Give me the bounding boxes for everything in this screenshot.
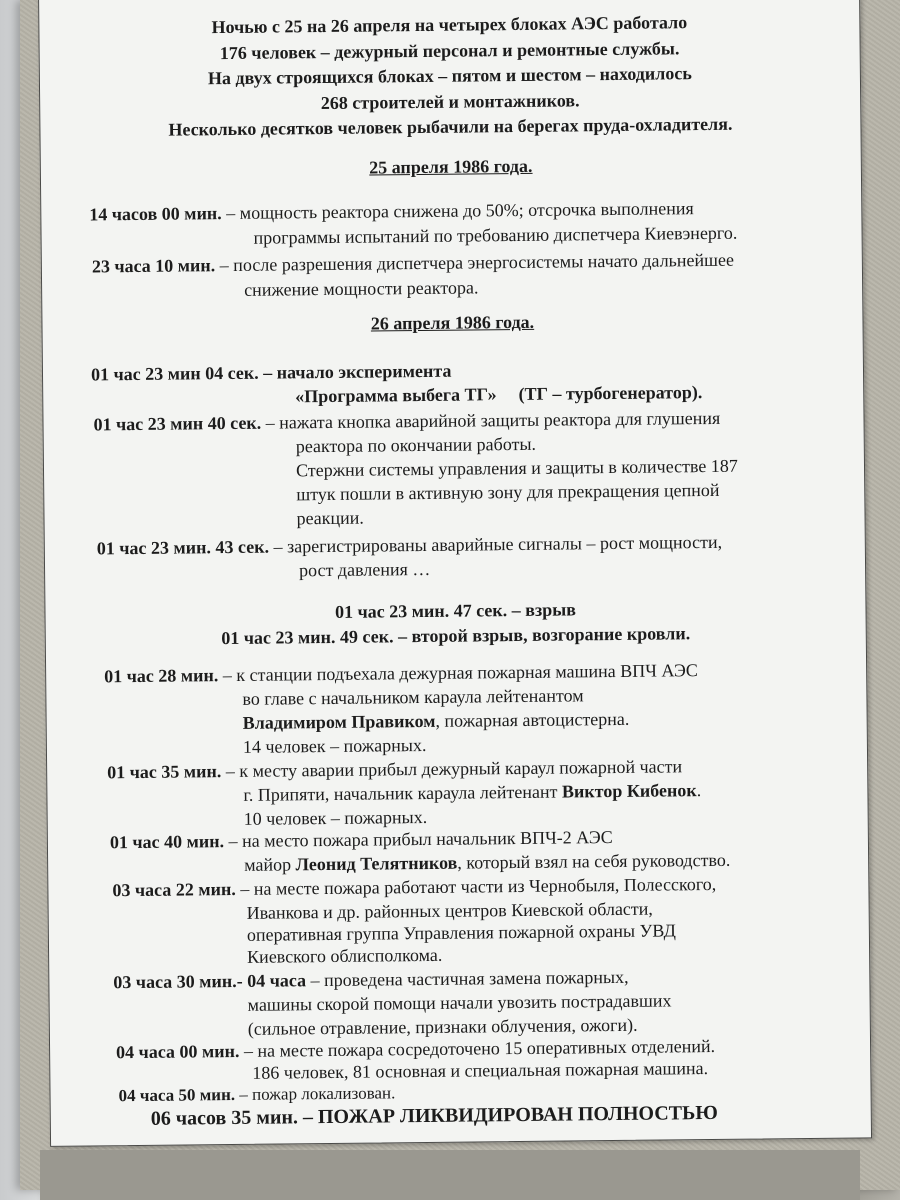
dash: – xyxy=(218,664,237,686)
event-text: зарегистрированы аварийные сигналы – рост мощности, xyxy=(286,531,723,557)
event-line xyxy=(112,874,716,901)
event-text: , который взял на себя руководство. xyxy=(457,849,731,873)
event-time: 01 час 23 мин 40 сек. xyxy=(93,412,262,435)
dash: – xyxy=(297,1106,319,1129)
event-line xyxy=(107,756,682,783)
event-text: майор xyxy=(244,854,296,875)
intro-line: 268 строителей и монтажников. xyxy=(320,89,580,113)
dash: – xyxy=(239,1040,258,1061)
dash: – xyxy=(221,760,240,782)
event-line: штук пошли в активную зону для прекращения цепной xyxy=(296,479,720,505)
event-line: во главе с начальником караула лейтенантом xyxy=(242,685,584,709)
program-note: (ТГ – турбогенератор). xyxy=(518,382,703,404)
explosion-line: 01 час 23 мин. 49 сек. – второй взрыв, возгорание кровли. xyxy=(221,623,691,649)
event-text: проведена частичная замена пожарных, xyxy=(323,966,629,991)
event-line: 186 человек, 81 основная и специальная пожарная машина. xyxy=(252,1058,709,1083)
date-heading-apr25: 25 апреля 1986 года. xyxy=(369,155,533,178)
event-line xyxy=(243,780,701,806)
event-line xyxy=(104,660,698,687)
program-name: «Программа выбега ТГ» xyxy=(295,384,497,407)
final-line xyxy=(151,1102,718,1131)
dash: – xyxy=(223,830,243,852)
fire-extinguished-text: ПОЖАР ЛИКВИДИРОВАН ПОЛНОСТЬЮ xyxy=(317,1101,718,1129)
dash: – xyxy=(261,412,280,433)
event-time: 04 часа 00 мин. xyxy=(116,1040,240,1063)
event-line xyxy=(243,709,630,734)
event-line: реактора по окончании работы. xyxy=(295,433,537,457)
event-line: реакции. xyxy=(296,507,364,529)
dash: – xyxy=(305,970,325,991)
event-line xyxy=(92,250,734,278)
event-time: 04 часа 50 мин. xyxy=(118,1084,236,1106)
intro-line: Ночью с 25 на 26 апреля на четырех блоках АЭС работало xyxy=(211,12,688,38)
bottom-strip xyxy=(40,1150,860,1200)
event-line xyxy=(91,361,452,386)
event-text: , пожарная автоцистерна. xyxy=(435,708,630,731)
event-line: Стержни системы управления и защиты в количестве 187 xyxy=(295,455,738,481)
explosion-line: 01 час 23 мин. 47 сек. – взрыв xyxy=(334,599,577,622)
event-line xyxy=(110,827,613,853)
event-text: нажата кнопка аварийной защиты реактора для глушения xyxy=(279,407,721,433)
event-time: 23 часа 10 мин. xyxy=(91,255,216,277)
dash: – xyxy=(234,1084,253,1104)
event-line: рост давления … xyxy=(298,558,431,581)
event-line xyxy=(295,382,702,407)
event-line xyxy=(89,198,694,225)
event-line: (сильное отравление, признаки облучения, ожоги). xyxy=(247,1014,638,1039)
event-text: мощность реактора снижена до 50%; отсрочка выполнения xyxy=(239,198,694,223)
event-text: . xyxy=(696,780,702,801)
date-heading-apr26: 26 апреля 1986 года. xyxy=(370,311,535,334)
intro-line: Несколько десятков человек рыбачили на берегах пруда-охладителя. xyxy=(168,113,733,140)
event-line xyxy=(244,850,730,876)
event-line: оперативная группа Управления пожарной охраны УВД xyxy=(246,920,676,945)
event-text: на место пожара прибыл начальник ВПЧ-2 АЭС xyxy=(241,827,613,851)
event-line: Киевского облисполкома. xyxy=(247,944,443,967)
event-line: снижение мощности реактора. xyxy=(244,277,479,300)
event-text: к месту аварии прибыл дежурный караул пожарной части xyxy=(239,756,683,781)
event-time: 01 час 23 мин 04 сек. xyxy=(90,362,259,385)
event-text: к станции подъехала дежурная пожарная машина ВПЧ АЭС xyxy=(236,660,698,685)
event-time: 01 час 40 мин. xyxy=(109,831,225,853)
event-text: начало эксперимента xyxy=(276,360,452,383)
event-line: 10 человек – пожарных. xyxy=(243,806,428,829)
event-text: на месте пожара сосредоточено 15 оперативных отделений. xyxy=(257,1035,716,1061)
dash: – xyxy=(221,202,240,224)
event-line: Иванкова и др. районных центров Киевской области, xyxy=(246,898,653,923)
event-time: 03 часа 30 мин.- 04 часа xyxy=(113,970,307,993)
event-time: 06 часов 35 мин. xyxy=(150,1106,299,1130)
event-time: 14 часов 00 мин. xyxy=(89,203,222,225)
dash: – xyxy=(215,254,234,276)
event-time: 03 часа 22 мин. xyxy=(112,878,236,901)
event-time: 01 час 23 мин. 43 сек. xyxy=(96,536,270,559)
event-line xyxy=(118,1083,395,1106)
dash: – xyxy=(268,536,288,557)
event-time: 01 час 35 мин. xyxy=(107,761,222,783)
intro-paragraph xyxy=(39,8,860,144)
event-text: пожар локализован. xyxy=(251,1083,396,1104)
event-text: после разрешения диспетчера энергосистемы начато дальнейшее xyxy=(233,249,735,275)
event-line: 14 человек – пожарных. xyxy=(242,734,427,757)
dash: – xyxy=(258,362,277,383)
event-line xyxy=(97,532,722,560)
event-line: программы испытаний по требованию диспетчера Киевэнерго. xyxy=(253,222,738,248)
person-name: Владимиром Правиком xyxy=(242,710,436,733)
intro-line: На двух строящихся блоках – пятом и шестом – находилось xyxy=(207,63,692,89)
person-name: Виктор Кибенок xyxy=(561,780,697,802)
event-line: машины скорой помощи начали увозить пострадавших xyxy=(247,990,672,1015)
event-line xyxy=(93,408,720,436)
person-name: Леонид Телятников xyxy=(295,852,458,875)
chronology-sheet xyxy=(38,0,872,1147)
event-text: на месте пожара работают части из Чернобыля, Полесского, xyxy=(253,873,717,899)
event-text: г. Припяти, начальник караула лейтенант xyxy=(243,781,563,805)
event-line xyxy=(113,967,628,993)
event-time: 01 час 28 мин. xyxy=(104,665,219,687)
intro-line: 176 человек – дежурный персонал и ремонтные службы. xyxy=(219,37,680,63)
dash: – xyxy=(235,878,254,899)
